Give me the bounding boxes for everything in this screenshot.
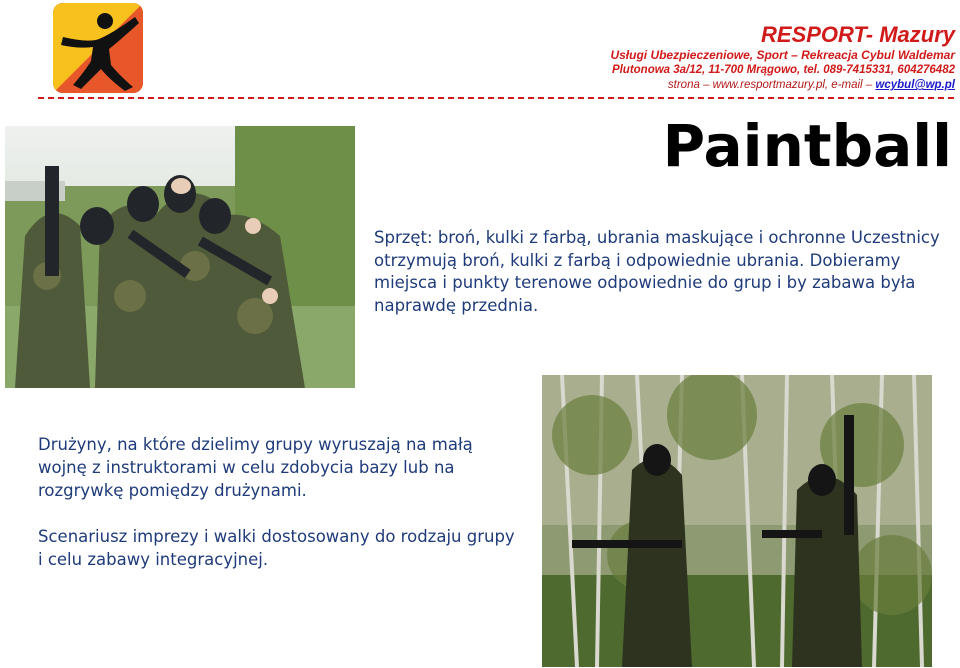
company-logo	[53, 3, 143, 93]
contact-website: strona – www.resportmazury.pl, e-mail –	[667, 79, 876, 91]
company-name: RESPORT- Mazury	[761, 22, 955, 47]
equipment-paragraph: Sprzęt: broń, kulki z farbą, ubrania maskujące i ochronne Uczestnicy otrzymują broń, kulki z farbą i odpowiednie ubrania. Dobieramy miejsca i punkty terenowe odpowiednie do grup i by zabawa była naprawdę przednia.	[374, 228, 940, 315]
company-contact	[610, 78, 955, 93]
paintball-team-photo	[5, 126, 355, 388]
running-figure-logo-icon	[53, 3, 143, 93]
paintball-action-photo	[542, 375, 932, 667]
company-header	[610, 22, 955, 93]
page-title: Paintball	[662, 112, 952, 180]
email-link[interactable]: wcybul@wp.pl	[875, 79, 955, 91]
teams-paragraph: Drużyny, na które dzielimy grupy wyruszają na małą wojnę z instruktorami w celu zdobycia bazy lub na rozgrywkę pomiędzy drużynami.	[38, 435, 473, 500]
header-divider	[38, 97, 954, 99]
scenario-paragraph: Scenariusz imprezy i walki dostosowany do rodzaju grupy i celu zabawy integracyjnej.	[38, 527, 515, 569]
company-services: Usługi Ubezpieczeniowe, Sport – Rekreacja Cybul Waldemar	[610, 48, 955, 62]
description-block	[38, 433, 518, 594]
company-address: Plutonowa 3a/12, 11-700 Mrągowo, tel. 089-7415331, 604276482	[611, 64, 955, 76]
